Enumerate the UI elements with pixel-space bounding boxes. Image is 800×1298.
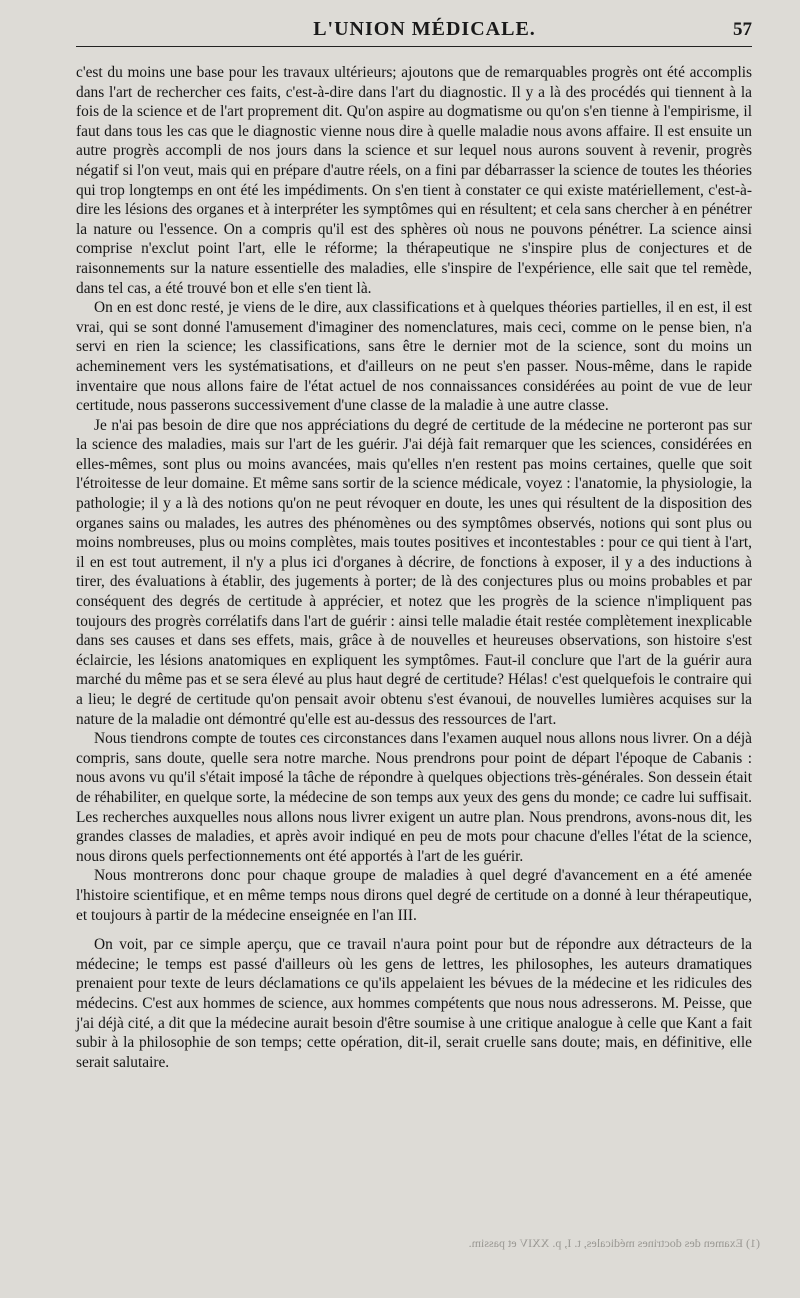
paragraph-2: On en est donc resté, je viens de le dire, aux classifications et à quelques théories partielles, il en est, il est vrai, qui se sont donné l'amusement d'imaginer des nomenclatures, mais ceci, comme on le pense bien, n'a servi en rien la science; les classifications, sans être le dernier mot de la science, sont du moins un acheminement vers les systématisations, et d'ailleurs on ne peut s'en passer. Nous-même, dans le rapide inventaire que nous allons faire de l'état actuel de nos connaissances considérées au point de vue de leur certitude, nous passerons successivement d'une classe de la maladie à une autre classe. (76, 299, 752, 415)
paragraph-4: Nous tiendrons compte de toutes ces circonstances dans l'examen auquel nous allons nous livrer. On a déjà compris, sans doute, quelle sera notre marche. Nous prendrons pour point de départ l'époque de Cabanis : nous avons vu qu'il s'était imposé la tâche de répondre à quelques objections très-générales. Son dessein était de réhabiliter, en quelque sorte, la médecine de son temps aux yeux des gens du monde; ce cadre lui suffisait. Les recherches auxquelles nous allons nous livrer exigent un autre plan. Nous prendrons, avons-nous dit, les grandes classes de maladies, et après avoir indiqué en peu de mots pour chacune d'elles l'état de la science, nous dirons quels perfectionnements ont été apportés à l'art de les guérir. (76, 730, 752, 865)
page-header (76, 18, 752, 47)
paragraph-3: Je n'ai pas besoin de dire que nos appréciations du degré de certitude de la médecine ne porteront pas sur la science des maladies, mais sur l'art de les guérir. J'ai déjà fait remarquer que les sciences, considérées en elles-mêmes, sont plus ou moins avancées, mais qu'elles n'en restent pas moins certaines, quelle que soit l'étroitesse de leur domaine. Et même sans sortir de la science médicale, voyez : l'anatomie, la physiologie, la pathologie; il y a là des notions qu'on ne peut révoquer en doute, les unes qui résultent de la disposition des organes sains ou malades, les autres des phénomènes ou des symptômes observés, notions qui sont plus ou moins nombreuses, plus ou moins complètes, mais toutes positives et incontestables : pour ce qui tient à l'art, il en est tout autrement, il n'y a plus ici d'organes à décrire, de fonctions à exposer, il y a des inductions à tirer, des évaluations à établir, des jugements à porter; de là des conjectures plus ou moins probables et par conséquent des degrés de certitude à apprécier, et notez que les progrès de la science n'impliquent pas toujours des progrès corrélatifs dans l'art de guérir : ainsi telle maladie était restée complètement inexplicable dans ses causes et dans ses effets, mais, grâce à de nouvelles et heureuses observations, son histoire s'est éclaircie, les lésions anatomiques en expliquent les symptômes. Faut-il conclure que l'art de la guérir aura marché du même pas et se sera élevé au plus haut degré de certitude? Hélas! c'est quelquefois le contraire qui a lieu; le degré de certitude qu'on pensait avoir obtenu s'est évanoui, de nouvelles lumières acquises sur la nature de la maladie ont démontré qu'elle est au-dessus des ressources de l'art. (76, 416, 752, 728)
bleed-through-footnote: (1) Examen des doctrines médicales, t. I, p. XXIV et passim. (468, 1236, 760, 1250)
paragraph-6: On voit, par ce simple aperçu, que ce travail n'aura point pour but de répondre aux détracteurs de la médecine; le temps est passé d'ailleurs où les gens de lettres, les philosophes, les auteurs dramatiques prenaient pour texte de leurs déclamations ce qu'ils appelaient les bévues de la médecine et les ridicules des médecins. C'est aux hommes de science, aux hommes compétents que nous nous adresserons. M. Peisse, que j'ai déjà cité, a dit que la médecine aurait besoin d'être soumise à une critique analogue à celle que Kant a fait subir à la philosophie de son temps; cette opération, dit-il, serait cruelle sans doute; mais, en définitive, elle serait salutaire. (76, 936, 752, 1071)
page-number: 57 (733, 19, 752, 40)
running-head: L'UNION MÉDICALE. (313, 18, 536, 40)
paragraph-1: c'est du moins une base pour les travaux ultérieurs; ajoutons que de remarquables progrès ont été accomplis dans l'art de rechercher ces faits, c'est-à-dire dans l'art du diagnostic. Il y a là des procédés qui tiennent à la fois de la science et de l'art proprement dit. Qu'on aspire au dogmatisme ou qu'on s'en tienne à l'empirisme, il faut dans tous les cas que le diagnostic vienne nous dire à quelle maladie nous avons affaire. Il est ensuite un autre progrès accompli de nos jours dans la science et sur lequel nous aurons souvent à revenir, progrès négatif si l'on veut, mais qui en prépare d'autre réels, on a fini par débarrasser la science de toutes les théories qui trop longtemps en ont été les impédiments. On s'en tient à constater ce qui existe matériellement, c'est-à-dire les lésions des organes et à interpréter les symptômes qui en résultent; et cela sans chercher à en pénétrer la nature ou l'essence. On a compris qu'il est des sphères où nous ne pouvons pénétrer. La science ainsi comprise n'exclut point l'art, elle le réforme; la thérapeutique ne s'inspire plus de conjectures et de raisonnements sur la nature essentielle des maladies, elle s'inspire de l'expérience, elle sait que tel remède, dans tel cas, a été trouvé bon et elle s'en tient là. (76, 64, 752, 297)
article-body (76, 63, 752, 1072)
paragraph-5: Nous montrerons donc pour chaque groupe de maladies à quel degré d'avancement en a été amenée l'histoire scientifique, et en même temps nous dirons quel degré de certitude on a donné à leur thérapeutique, et toujours à partir de la médecine enseignée en l'an III. (76, 867, 752, 924)
